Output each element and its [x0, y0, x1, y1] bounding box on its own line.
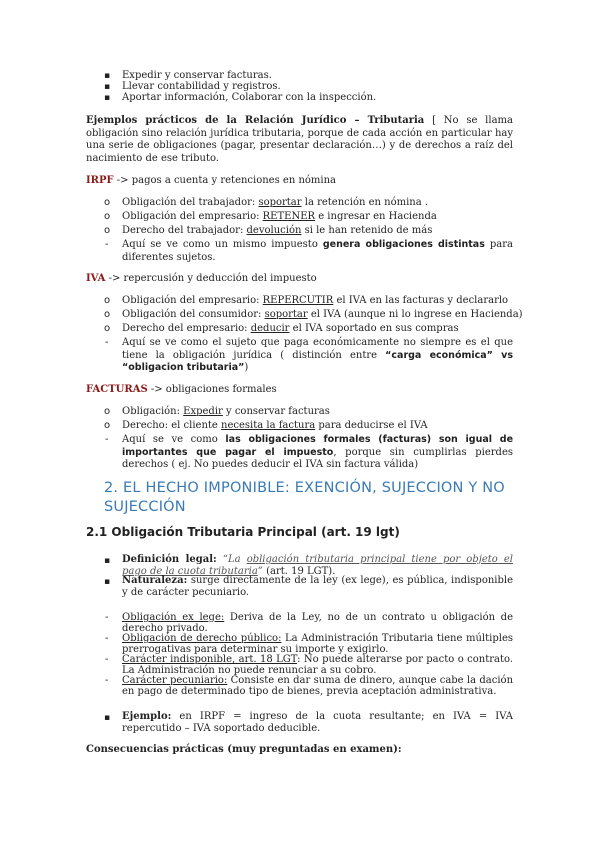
section-heading: [104, 479, 505, 517]
note-pre: Aquí se ve como: [122, 434, 226, 445]
caracter-text: La Administración Tributaria tiene múltiples prerrogativas para determinar su importe y exigirlo.: [122, 633, 513, 655]
quote-open: “La: [216, 554, 247, 565]
item-pre: Obligación del empresario:: [122, 211, 263, 222]
irpf-item: [122, 197, 428, 209]
item-underlined: soportar: [258, 197, 302, 208]
facturas-item: [122, 406, 330, 418]
subsection-heading: 2.1 Obligación Tributaria Principal (art. 19 lgt): [86, 525, 400, 539]
ejemplos-title: Ejemplos prácticos de la Relación Jurídico – Tributaria: [86, 115, 425, 126]
dash-bullet-icon: -: [105, 239, 109, 250]
caracter-text: Deriva de la Ley, no de un contrato u obligación de derecho privado.: [122, 612, 513, 634]
caracter-text: Consiste en dar suma de dinero, aunque cabe la dación en pago de determinado tipo de bienes, previa aceptación administrativa.: [122, 675, 514, 697]
iva-item: [122, 323, 459, 335]
list-item: Llevar contabilidad y registros.: [122, 81, 281, 92]
facturas-label: FACTURAS: [86, 384, 148, 395]
note-bold: genera obligaciones distintas: [322, 239, 485, 250]
circle-bullet-icon: o: [104, 295, 111, 306]
circle-bullet-icon: o: [104, 197, 111, 208]
definicion-label: Definición legal:: [122, 554, 217, 565]
iva-heading: [86, 273, 317, 285]
facturas-rest: -> obligaciones formales: [147, 384, 277, 395]
ejemplo-item: [122, 711, 513, 735]
item-post: la retención en nómina .: [301, 197, 429, 208]
facturas-note: [122, 434, 513, 472]
caracter-item: [122, 654, 513, 676]
note-bold: “carga económica” vs “obligacion tributaria”: [122, 349, 513, 373]
dash-bullet-icon: -: [105, 633, 109, 644]
circle-bullet-icon: o: [104, 420, 111, 431]
item-underlined: Expedir: [183, 406, 223, 417]
caracter-label: Carácter indisponible, art. 18 LGT: [122, 654, 298, 665]
item-post: para deducirse el IVA: [315, 420, 428, 431]
circle-bullet-icon: o: [104, 323, 111, 334]
section-heading-line: 2. EL HECHO IMPONIBLE: EXENCIÓN, SUJECCION Y NO: [104, 480, 505, 496]
caracter-label: Carácter pecuniario:: [122, 675, 228, 686]
item-underlined: soportar: [264, 309, 308, 320]
quote-text: obligación tributaria principal tiene por objeto el pago de la cuota tributaria: [122, 554, 514, 577]
bullet-icon: ▪: [104, 82, 111, 92]
note-post: ): [244, 362, 249, 373]
irpf-rest: -> pagos a cuenta y retenciones en nómina: [113, 175, 336, 186]
bullet-icon: ▪: [104, 556, 111, 566]
caracter-label: Obligación ex lege:: [122, 612, 225, 623]
section-heading-line: SUJECCIÓN: [104, 499, 186, 515]
irpf-label: IRPF: [86, 175, 114, 186]
facturas-item: [122, 420, 428, 432]
ejemplos-paragraph: [86, 115, 513, 165]
irpf-heading: [86, 175, 336, 187]
naturaleza-item: [122, 575, 513, 599]
caracter-label: Obligación de derecho público:: [122, 633, 282, 644]
item-underlined: devolución: [246, 225, 302, 236]
item-underlined: deducir: [250, 323, 290, 334]
iva-note: [122, 337, 513, 375]
note-post: , porque sin cumplirlas pierdes derechos ( ej. No puedes deducir el IVA sin factura válida): [122, 446, 513, 470]
bullet-icon: ▪: [104, 713, 111, 723]
list-item: Expedir y conservar facturas.: [122, 70, 272, 81]
dash-bullet-icon: -: [105, 675, 109, 686]
bullet-icon: ▪: [104, 577, 111, 587]
ejemplo-label: Ejemplo:: [122, 711, 172, 722]
caracter-item: [122, 633, 513, 655]
item-pre: Derecho del empresario:: [122, 323, 251, 334]
facturas-heading: [86, 384, 277, 396]
quote-close: ”: [257, 566, 263, 577]
ejemplos-text: [ No se llama obligación sino relación jurídica tributaria, porque de cada acción en particular hay una serie de obligaciones (pagar, presentar declaración…) y de derechos a raíz del nacimiento de ese tributo.: [86, 115, 513, 164]
definicion-post: (art. 19 LGT).: [262, 566, 336, 577]
note-pre: Aquí se ve como el sujeto que paga económicamente no siempre es el que tiene la obligación jurídica ( distinción entre: [122, 337, 513, 361]
iva-item: [122, 309, 523, 321]
naturaleza-label: Naturaleza:: [122, 575, 188, 586]
note-post: para diferentes sujetos.: [122, 239, 514, 263]
dash-bullet-icon: -: [105, 337, 109, 348]
irpf-note: [122, 239, 513, 264]
item-pre: Derecho del trabajador:: [122, 225, 247, 236]
circle-bullet-icon: o: [104, 406, 111, 417]
caracter-item: [122, 675, 513, 697]
ejemplo-text: en IRPF = ingreso de la cuota resultante; en IVA = IVA repercutido – IVA soportado deducible.: [122, 711, 513, 734]
item-post: e ingresar en Hacienda: [315, 211, 437, 222]
item-post: el IVA en las facturas y declararlo: [333, 295, 509, 306]
dash-bullet-icon: -: [105, 654, 109, 665]
item-post: y conservar facturas: [222, 406, 330, 417]
item-post: el IVA (aunque ni lo ingrese en Hacienda): [307, 309, 523, 320]
consecuencias-heading: Consecuencias prácticas (muy preguntadas en examen):: [86, 744, 402, 755]
bullet-icon: ▪: [104, 93, 111, 103]
note-pre: Aquí se ve como un mismo impuesto: [122, 239, 323, 250]
item-underlined: necesita la factura: [221, 420, 316, 431]
iva-item: [122, 295, 508, 307]
item-underlined: RETENER: [262, 211, 316, 222]
irpf-item: [122, 211, 437, 223]
iva-label: IVA: [86, 273, 106, 284]
item-post: si le han retenido de más: [301, 225, 433, 236]
item-pre: Obligación del consumidor:: [122, 309, 265, 320]
dash-bullet-icon: -: [105, 434, 109, 445]
circle-bullet-icon: o: [104, 211, 111, 222]
dash-bullet-icon: -: [105, 612, 109, 623]
list-item: Aportar información, Colaborar con la inspección.: [122, 92, 377, 103]
note-bold: las obligaciones formales (facturas) son igual de importantes que pagar el impuesto: [122, 434, 514, 458]
item-post: el IVA soportado en sus compras: [289, 323, 459, 334]
irpf-item: [122, 225, 432, 237]
naturaleza-text: surge directamente de la ley (ex lege), es pública, indisponible y de carácter pecuniario.: [122, 575, 513, 598]
item-pre: Obligación del trabajador:: [122, 197, 259, 208]
item-pre: Derecho: el cliente: [122, 420, 222, 431]
circle-bullet-icon: o: [104, 309, 111, 320]
item-underlined: REPERCUTIR: [262, 295, 334, 306]
iva-rest: -> repercusión y deducción del impuesto: [105, 273, 317, 284]
caracter-text: : No puede alterarse por pacto o contrato. La Administración no puede renunciar a su cobro.: [122, 654, 514, 676]
item-pre: Obligación:: [122, 406, 184, 417]
item-pre: Obligación del empresario:: [122, 295, 263, 306]
caracter-item: [122, 612, 513, 634]
circle-bullet-icon: o: [104, 225, 111, 236]
bullet-icon: ▪: [104, 71, 111, 81]
